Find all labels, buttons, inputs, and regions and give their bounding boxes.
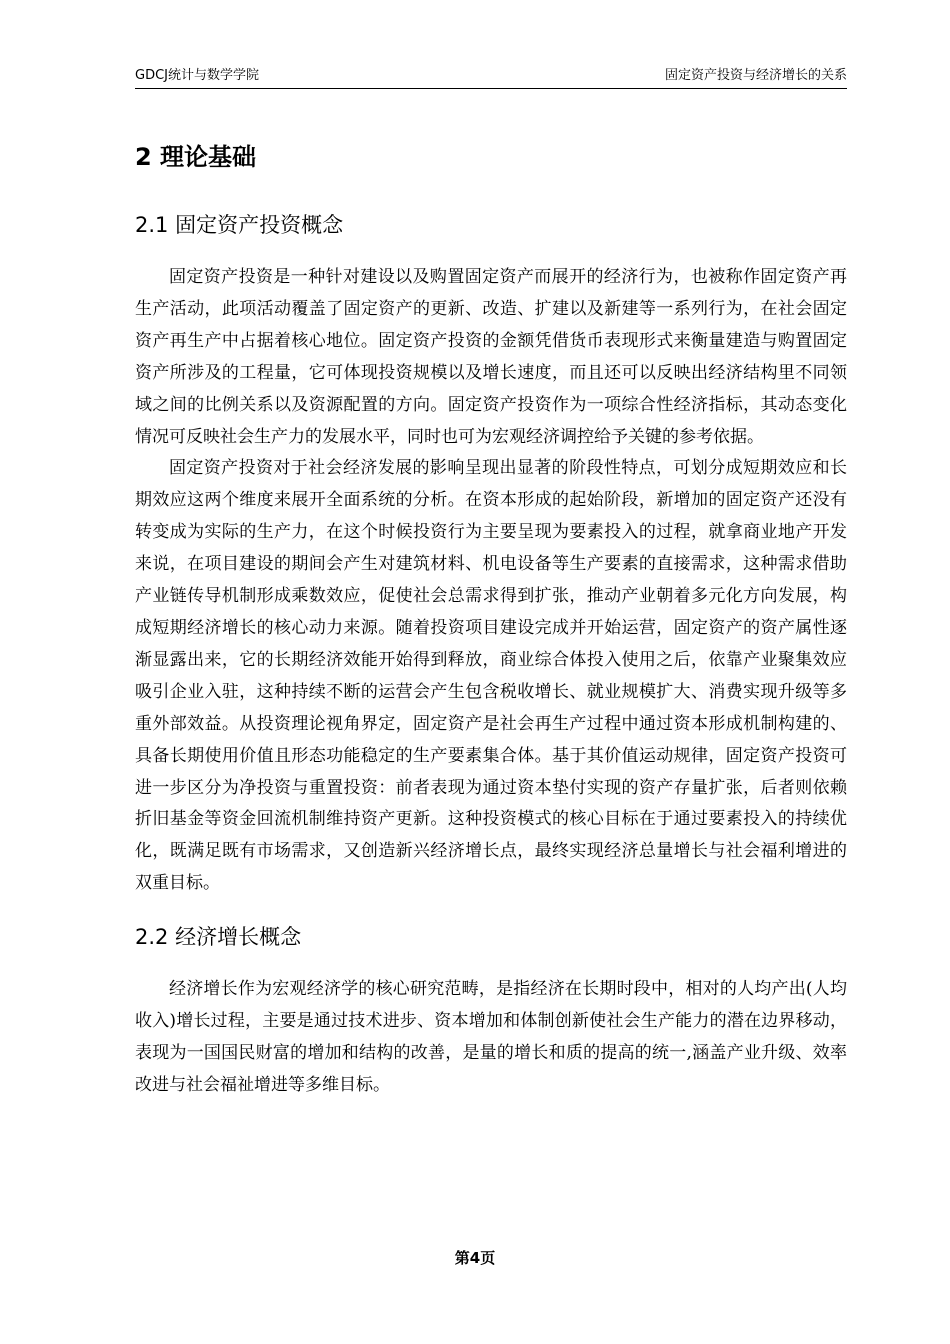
section-title-2-2: 2.2 经济增长概念 [135, 925, 302, 950]
page-header [135, 66, 847, 89]
section-title-2-1: 2.1 固定资产投资概念 [135, 213, 344, 237]
page-number: 第4页 [454, 1249, 496, 1267]
section-2-1-paragraph-2: 固定资产投资对于社会经济发展的影响呈现出显著的阶段性特点，可划分成短期效应和长期效应这两个维度来展开全面系统的分析。在资本形成的起始阶段，新增加的固定资产还没有转变成为实际的生产力，在这个时候投资行为主要呈现为要素投入的过程，就拿商业地产开发来说，在项目建设的期间会产生对建筑材料、机电设备等生产要素的直接需求，这种需求借助产业链传导机制形成乘数效应，促使社会总需求得到扩张，推动产业朝着多元化方向发展，构成短期经济增长的核心动力来源。随着投资项目建设完成并开始运营，固定资产的资产属性逐渐显露出来，它的长期经济效能开始得到释放，商业综合体投入使用之后，依靠产业聚集效应吸引企业入驻，这种持续不断的运营会产生包含税收增长、就业规模扩大、消费实现升级等多重外部效益。从投资理论视角界定，固定资产是社会再生产过程中通过资本形成机制构建的、具备长期使用价值且形态功能稳定的生产要素集合体。基于其价值运动规律，固定资产投资可进一步区分为净投资与重置投资：前者表现为通过资本垫付实现的资产存量扩张，后者则依赖折旧基金等资金回流机制维持资产更新。这种投资模式的核心目标在于通过要素投入的持续优化，既满足既有市场需求，又创造新兴经济增长点，最终实现经济总量增长与社会福利增进的双重目标。 [135, 458, 847, 894]
header-document-title: 固定资产投资与经济增长的关系 [664, 68, 847, 83]
page-content [135, 140, 847, 1102]
chapter-title: 2 理论基础 [135, 143, 257, 171]
header-institution: GDCJ统计与数学学院 [135, 68, 259, 83]
section-2-2-paragraph-1: 经济增长作为宏观经济学的核心研究范畴，是指经济在长期时段中，相对的人均产出(人均收入)增长过程，主要是通过技术进步、资本增加和体制创新使社会生产能力的潜在边界移动，表现为一国国民财富的增加和结构的改善，是量的增长和质的提高的统一,涵盖产业升级、效率改进与社会福祉增进等多维目标。 [135, 979, 847, 1095]
section-2-1-paragraph-1: 固定资产投资是一种针对建设以及购置固定资产而展开的经济行为，也被称作固定资产再生产活动，此项活动覆盖了固定资产的更新、改造、扩建以及新建等一系列行为，在社会固定资产再生产中占据着核心地位。固定资产投资的金额凭借货币表现形式来衡量建造与购置固定资产所涉及的工程量，它可体现投资规模以及增长速度，而且还可以反映出经济结构里不同领域之间的比例关系以及资源配置的方向。固定资产投资作为一项综合性经济指标，其动态变化情况可反映社会生产力的发展水平，同时也可为宏观经济调控给予关键的参考依据。 [135, 267, 847, 447]
